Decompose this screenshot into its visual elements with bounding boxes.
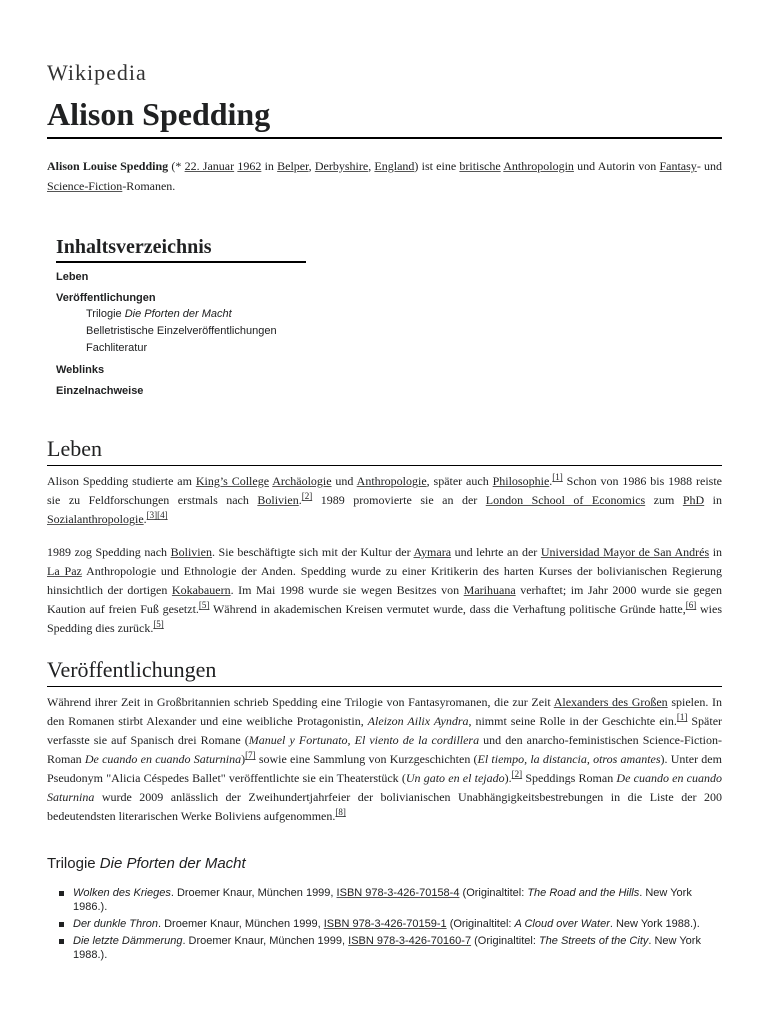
text: in [709, 545, 723, 559]
link-alexander[interactable]: Alexanders des Großen [553, 695, 668, 709]
link-belper[interactable]: Belper [277, 159, 309, 173]
text: , nimmt seine Rolle in der Geschichte ein. [468, 714, 677, 728]
wikipedia-wordmark[interactable]: Wikipedia [47, 60, 147, 85]
text: . New York 1988.). [609, 918, 700, 930]
ref-5[interactable]: [5] [198, 600, 210, 610]
text: De cuando en cuando Saturnina [84, 752, 242, 766]
lead-name: Alison Louise Spedding [47, 159, 169, 173]
page-title: Alison Spedding [47, 96, 722, 139]
text: -Romanen. [122, 179, 176, 193]
text: verhaftet; im Jahr 2000 wurde sie gegen Kaution auf freien Fuß gesetzt. [47, 583, 723, 616]
toc-item-weblinks[interactable]: Weblinks [56, 364, 105, 376]
text: Schon von 1986 bis 1988 reiste sie zu Feldforschungen erstmals nach [47, 474, 723, 507]
ref-3-4[interactable]: [3][4] [146, 510, 168, 520]
text: . [549, 474, 553, 488]
text: Speddings Roman [522, 771, 617, 785]
toc-item-leben[interactable]: Leben [56, 271, 89, 283]
link-anthropologie[interactable]: Anthropologie [356, 474, 427, 488]
link-anthropologin[interactable]: Anthropologin [503, 159, 574, 173]
text: The Streets of the City [538, 935, 649, 947]
text: . [298, 493, 302, 507]
text: in [704, 493, 722, 507]
book-list [47, 886, 722, 965]
text: ). [504, 771, 512, 785]
ref-1b[interactable]: [1] [676, 712, 688, 722]
text: (Originaltitel: [446, 918, 515, 930]
link-day[interactable]: 22. Januar [184, 159, 235, 173]
book-title: Wolken des Krieges [73, 887, 171, 899]
isbn-link[interactable]: ISBN 978-3-426-70159-1 [323, 918, 447, 930]
ref-7[interactable]: [7] [245, 750, 256, 760]
text: zum [645, 493, 683, 507]
text: Alison Spedding studierte am [47, 474, 196, 488]
leben-paragraph-1 [47, 472, 722, 529]
book-title: Die letzte Dämmerung [73, 935, 183, 947]
text: . New York 1988.). [73, 935, 701, 961]
link-bolivien[interactable]: Bolivien [257, 493, 299, 507]
link-philosophie[interactable]: Philosophie [492, 474, 550, 488]
text: spielen. In den Romanen stirbt Alexander und eine weibliche Protagonistin, [47, 695, 722, 728]
text: sowie eine Sammlung von Kurzgeschichten ( [255, 752, 478, 766]
text: und Autorin von [573, 159, 660, 173]
text: El tiempo, la distancia, otros amantes [477, 752, 661, 766]
section-heading-leben: Leben [47, 436, 722, 466]
text: (* [168, 159, 185, 173]
link-derbyshire[interactable]: Derbyshire [314, 159, 369, 173]
link-year[interactable]: 1962 [237, 159, 262, 173]
text: . Droemer Knaur, München 1999, [170, 887, 337, 899]
text: wurde 2009 anlässlich der Zweihundertjahrfeier der bolivianischen Unabhängigkeitsbestrebungen in die Liste der 200 bedeutendsten literarischen Werke Boliviens aufgenommen. [47, 790, 722, 823]
section-heading-veroeffentlichungen: Veröffentlichungen [47, 657, 722, 687]
text: . Sie beschäftigte sich mit der Kultur der [211, 545, 414, 559]
isbn-link[interactable]: ISBN 978-3-426-70158-4 [336, 887, 460, 899]
text: . [143, 512, 147, 526]
link-kings-college[interactable]: King’s College [195, 474, 270, 488]
text: ) [241, 752, 246, 766]
text: (Originaltitel: [471, 935, 539, 947]
text: und [331, 474, 357, 488]
text: Die Pforten der Macht [99, 855, 246, 872]
text: Trilogie [47, 855, 100, 872]
text: 1989 zog Spedding nach [47, 545, 171, 559]
table-of-contents [56, 236, 306, 399]
text: ) ist eine [414, 159, 460, 173]
toc-item-einzelnachweise[interactable]: Einzelnachweise [56, 385, 144, 397]
link-umsa[interactable]: Universidad Mayor de San Andrés [540, 545, 710, 559]
link-archaeologie[interactable]: Archäologie [272, 474, 332, 488]
text: A Cloud over Water [514, 918, 610, 930]
text: Un gato en el tejado [405, 771, 505, 785]
text: Manuel y Fortunato, El viento de la cordillera [248, 733, 480, 747]
link-sozialanthropologie[interactable]: Sozialanthropologie [47, 512, 144, 526]
link-fantasy[interactable]: Fantasy [659, 159, 697, 173]
text: The Road and the Hills [527, 887, 640, 899]
text: Aleizon Ailix Ayndra [367, 714, 469, 728]
text: in [261, 159, 278, 173]
leben-paragraph-2 [47, 543, 722, 638]
text: Während in akademischen Kreisen vermutet wurde, dass die Verhaftung politische Gründe hatte, [209, 602, 686, 616]
text: De cuando en cuando Saturnina [47, 771, 722, 804]
list-item [47, 934, 722, 962]
text: Später verfasste sie auf Spanisch drei Romane ( [47, 714, 723, 747]
link-lse[interactable]: London School of Economics [485, 493, 646, 507]
text: Während ihrer Zeit in Großbritannien schrieb Spedding eine Trilogie von Fantasyromanen, die zur Zeit [47, 695, 554, 709]
text: Die Pforten der Macht [124, 308, 232, 320]
link-kokabauern[interactable]: Kokabauern [171, 583, 231, 597]
lead-paragraph: Alison Louise Spedding (* 22. Januar 1962 in Belper, Derbyshire, England) ist eine britische Anthropologin und Autorin von Fantasy- und Science-Fiction-Romanen. [47, 159, 723, 193]
link-science-fiction[interactable]: Science-Fiction [47, 179, 123, 193]
link-marihuana[interactable]: Marihuana [463, 583, 516, 597]
ref-6[interactable]: [6] [685, 600, 697, 610]
subsection-heading-trilogie [47, 855, 246, 872]
text: . New York 1986.). [73, 887, 692, 913]
list-item [47, 917, 722, 931]
link-england[interactable]: England [374, 159, 415, 173]
ref-2[interactable]: [2] [301, 491, 313, 501]
toc-item-veroeffentlichungen[interactable] [56, 290, 306, 357]
text: wies Spedding dies zurück. [47, 602, 722, 635]
text: und lehrte an der [451, 545, 541, 559]
toc-title: Inhaltsverzeichnis [56, 236, 306, 263]
text: ). Unter dem Pseudonym "Alicia Céspedes Ballet" veröffentlichte sie ein Theaterstück ( [47, 752, 722, 785]
toc-item-label: Veröffentlichungen [56, 292, 156, 304]
text: (Originaltitel: [459, 887, 528, 899]
ref-1[interactable]: [1] [552, 472, 563, 482]
text: . Droemer Knaur, München 1999, [158, 918, 324, 930]
text: 1989 promovierte sie an der [312, 493, 486, 507]
veroeffentlichungen-paragraph [47, 693, 722, 826]
text: . Im Mai 1998 wurde sie wegen Besitzes von [230, 583, 464, 597]
text: , später auch [426, 474, 493, 488]
ref-8[interactable]: [8] [335, 807, 346, 817]
text: - und [696, 159, 723, 173]
text: Trilogie [86, 308, 125, 320]
text: und den anarcho-feministischen Science-Fiction-Roman [47, 733, 722, 766]
link-bolivien-2[interactable]: Bolivien [170, 545, 212, 559]
link-phd[interactable]: PhD [682, 493, 705, 507]
toc-subitem-trilogie[interactable] [56, 306, 306, 323]
ref-5b[interactable]: [5] [153, 619, 164, 629]
ref-2b[interactable]: [2] [511, 769, 523, 779]
book-title: Der dunkle Thron [73, 918, 158, 930]
toc-subitem-fachliteratur[interactable]: Fachliteratur [86, 342, 148, 354]
list-item [47, 886, 722, 914]
link-britische[interactable]: britische [459, 159, 501, 173]
text: Anthropologie und Ethnologie der Anden. Spedding wurde zu einer Kritikerin des harten Kurses der bolivianischen Regierung hinsichtlich der dortigen [47, 564, 722, 597]
link-aymara[interactable]: Aymara [413, 545, 452, 559]
isbn-link[interactable]: ISBN 978-3-426-70160-7 [348, 935, 472, 947]
toc-subitem-belletristische[interactable]: Belletristische Einzelveröffentlichungen [86, 325, 277, 337]
text: . Droemer Knaur, München 1999, [182, 935, 349, 947]
link-la-paz[interactable]: La Paz [47, 564, 82, 578]
